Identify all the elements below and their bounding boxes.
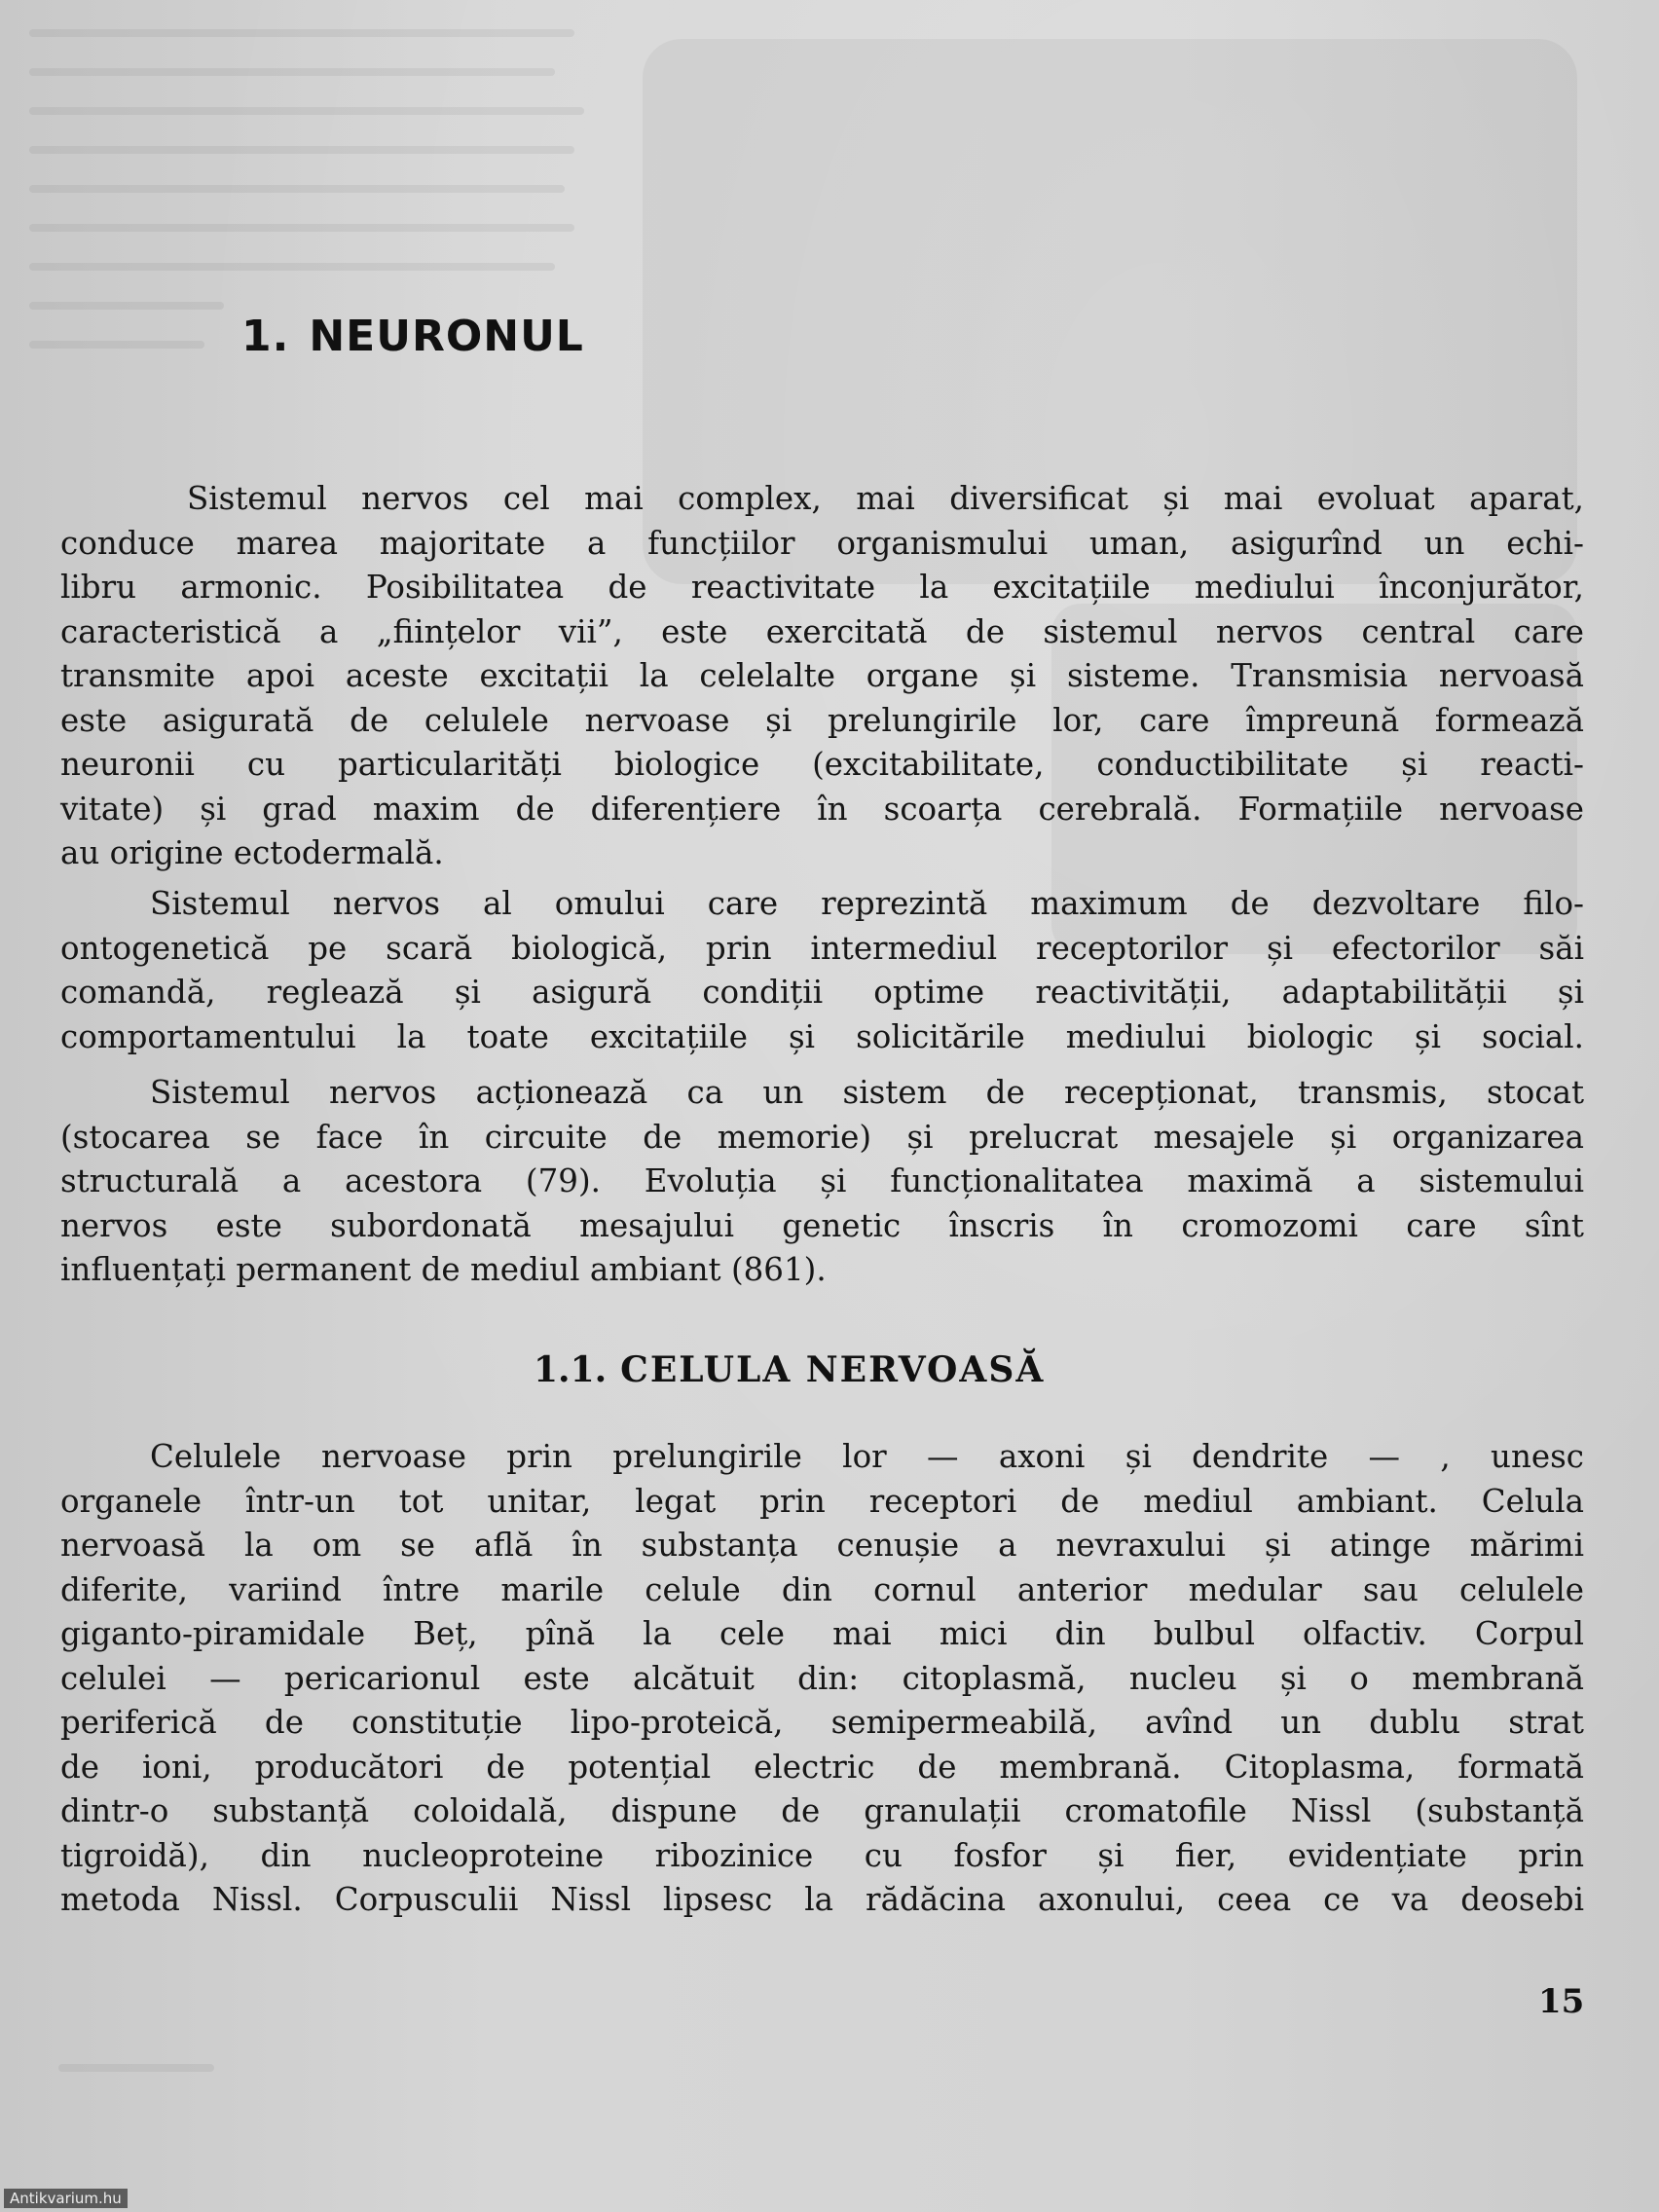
text-line: comandă, reglează și asigură condiții optime reactivității, adaptabilității și xyxy=(60,974,1584,1011)
text-line: celulei — pericarionul este alcătuit din: citoplasmă, nucleu și o membrană xyxy=(60,1659,1584,1697)
text-line: conduce marea majoritate a funcțiilor organismului uman, asigurînd un echi- xyxy=(60,524,1584,562)
page-number: 15 xyxy=(1538,1982,1585,2021)
chapter-name: NEURONUL xyxy=(309,312,584,361)
text-line: nervoasă la om se află în substanța cenușie a nevraxului și atinge mărimi xyxy=(60,1527,1584,1564)
show-through-text xyxy=(58,2064,214,2072)
section-number: 1.1. xyxy=(534,1349,608,1390)
show-through-text xyxy=(29,29,574,37)
show-through-text xyxy=(29,68,555,76)
text-line: caracteristică a „ființelor vii”, este exercitată de sistemul nervos central care xyxy=(60,612,1584,650)
text-line: (stocarea se face în circuite de memorie) și prelucrat mesajele și organizarea xyxy=(60,1118,1584,1156)
text-line: este asigurată de celulele nervoase și prelungirile lor, care împreună formează xyxy=(60,701,1584,739)
show-through-text xyxy=(29,263,555,271)
show-through-text xyxy=(29,107,584,115)
text-line: neuronii cu particularități biologice (excitabilitate, conductibilitate și reacti- xyxy=(60,746,1584,783)
text-line: de ioni, producători de potențial electric de membrană. Citoplasma, formată xyxy=(60,1748,1584,1786)
chapter-number: 1. xyxy=(241,312,290,361)
text-line: Sistemul nervos acționează ca un sistem de recepționat, transmis, stocat xyxy=(150,1074,1584,1111)
section-name: CELULA NERVOASĂ xyxy=(620,1349,1046,1390)
show-through-text xyxy=(29,302,224,310)
text-line: comportamentului la toate excitațiile și solicitările mediului biologic și social. xyxy=(60,1017,1584,1055)
text-line: structurală a acestora (79). Evoluția și funcționalitatea maximă a sistemului xyxy=(60,1162,1584,1199)
section-title xyxy=(534,1349,1045,1390)
text-line: influențați permanent de mediul ambiant (861). xyxy=(60,1251,827,1288)
text-line: vitate) și grad maxim de diferențiere în scoarța cerebrală. Formațiile nervoase xyxy=(60,790,1584,828)
text-line: ontogenetică pe scară biologică, prin intermediul receptorilor și efectorilor săi xyxy=(60,929,1584,967)
text-line: metoda Nissl. Corpusculii Nissl lipsesc la rădăcina axonului, ceea ce va deosebi xyxy=(60,1881,1584,1918)
text-line: Sistemul nervos cel mai complex, mai diversificat și mai evoluat aparat, xyxy=(187,480,1584,517)
intro-paragraph-1 xyxy=(60,477,1584,876)
text-line: periferică de constituție lipo-proteică, semipermeabilă, avînd un dublu strat xyxy=(60,1704,1584,1741)
text-line: libru armonic. Posibilitatea de reactivitate la excitațiile mediului înconjurător, xyxy=(60,569,1584,606)
text-line: tigroidă), din nucleoproteine ribozinice cu fosfor și fier, evidențiate prin xyxy=(60,1836,1584,1874)
show-through-text xyxy=(29,224,574,232)
text-line: nervos este subordonată mesajului genetic înscris în cromozomi care sînt xyxy=(60,1206,1584,1244)
intro-paragraph-3 xyxy=(60,1071,1584,1293)
chapter-title xyxy=(241,312,584,361)
text-line: organele într-un tot unitar, legat prin receptori de mediul ambiant. Celula xyxy=(60,1482,1584,1520)
text-line: diferite, variind între marile celule din cornul anterior medular sau celulele xyxy=(60,1570,1584,1608)
section-paragraph xyxy=(60,1435,1584,1923)
text-line: Celulele nervoase prin prelungirile lor — axoni și dendrite — , unesc xyxy=(150,1438,1584,1475)
text-line: giganto-piramidale Beț, pînă la cele mai mici din bulbul olfactiv. Corpul xyxy=(60,1615,1584,1652)
watermark: Antikvarium.hu xyxy=(4,2189,128,2208)
show-through-text xyxy=(29,146,574,154)
text-line: transmite apoi aceste excitații la celelalte organe și sisteme. Transmisia nervoasă xyxy=(60,657,1584,694)
text-line: Sistemul nervos al omului care reprezintă maximum de dezvoltare filo- xyxy=(150,885,1584,922)
show-through-text xyxy=(29,341,204,349)
text-line: dintr-o substanță coloidală, dispune de granulații cromatofile Nissl (substanță xyxy=(60,1792,1584,1829)
show-through-text xyxy=(29,185,565,193)
intro-paragraph-2 xyxy=(60,882,1584,1059)
text-line: au origine ectodermală. xyxy=(60,834,444,871)
